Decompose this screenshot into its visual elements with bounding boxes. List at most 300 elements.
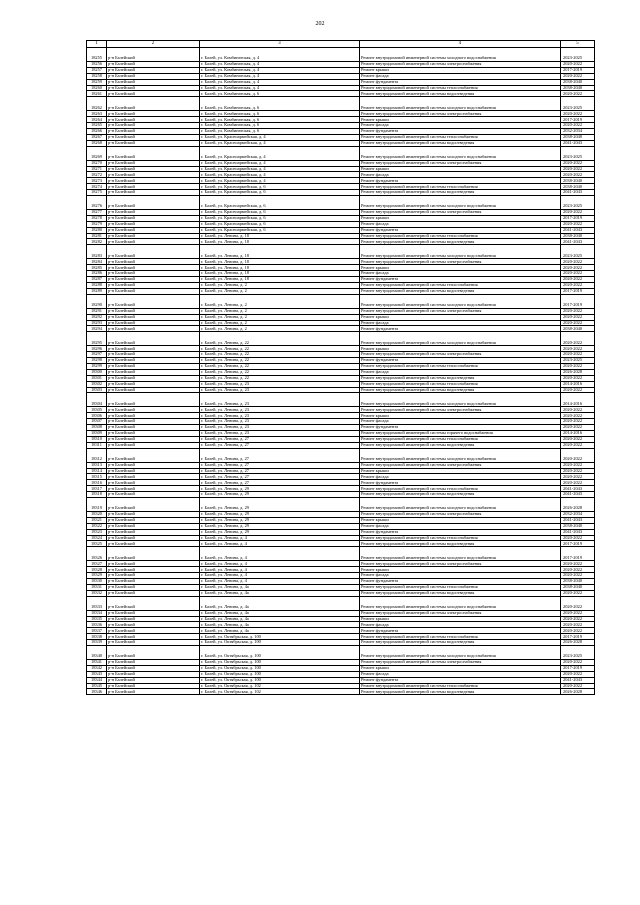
district-cell: р-н Балейский [107,172,200,178]
district-cell: р-н Балейский [107,590,200,596]
row-number-cell: 18339 [87,640,107,646]
district-cell: р-н Балейский [107,288,200,294]
work-type-cell: Ремонт фундамента [360,79,561,85]
address-cell: г. Балей, ул. Ленина, д. 22 [200,358,360,364]
address-cell: г. Балей, ул. Ленина, д. 22 [200,375,360,381]
work-type-cell: Ремонт крыши [360,117,561,123]
period-cell: 2026-2028 [561,689,595,695]
row-number-cell: 18332 [87,590,107,596]
row-number-cell: 18260 [87,85,107,91]
district-cell: р-н Балейский [107,111,200,117]
period-cell: 2020-2022 [561,567,595,573]
period-cell: 2020-2022 [561,468,595,474]
row-number-cell: 18337 [87,628,107,634]
work-type-cell: Ремонт внутридомовой инженерной системы теплоснабжения [360,535,561,541]
row-number-cell: 18333 [87,596,107,610]
table-header-row [87,41,595,48]
district-cell: р-н Балейский [107,646,200,660]
period-cell: 2026-2028 [561,369,595,375]
address-cell: г. Балей, ул. Ленина, д. 27 [200,442,360,448]
address-cell: г. Балей, ул. Октябрьская, д. 102 [200,689,360,695]
work-type-cell: Ремонт внутридомовой инженерной системы холодного водоснабжения [360,294,561,308]
address-cell: г. Балей, ул. Ленина, д. 23 [200,407,360,413]
period-cell: 2041-2043 [561,140,595,146]
work-type-cell: Ремонт внутридомовой инженерной системы электроснабжения [360,511,561,517]
period-cell: 2020-2022 [561,172,595,178]
address-cell: г. Балей, ул. Комбинатская, д. 6 [200,123,360,129]
district-cell: р-н Балейский [107,660,200,666]
work-type-cell: Ремонт внутридомовой инженерной системы водоотведения [360,492,561,498]
district-cell: р-н Балейский [107,567,200,573]
row-number-cell: 18300 [87,369,107,375]
work-type-cell: Ремонт фасада [360,474,561,480]
period-cell: 2023-2025 [561,196,595,210]
work-type-cell: Ремонт крыши [360,166,561,172]
work-type-cell: Ремонт фасада [360,221,561,227]
district-cell: р-н Балейский [107,233,200,239]
period-cell: 2020-2022 [561,616,595,622]
period-cell: 2020-2022 [561,271,595,277]
row-number-cell: 18334 [87,610,107,616]
address-cell: г. Балей, ул. Ленина, д. 18 [200,271,360,277]
row-number-cell: 18263 [87,111,107,117]
work-type-cell: Ремонт внутридомовой инженерной системы водоотведения [360,640,561,646]
address-cell: г. Балей, ул. Красноармейская, д. 6 [200,215,360,221]
address-cell: г. Балей, ул. Комбинатская, д. 6 [200,91,360,97]
district-cell: р-н Балейский [107,129,200,135]
work-type-cell: Ремонт внутридомовой инженерной системы водоотведения [360,375,561,381]
district-cell: р-н Балейский [107,184,200,190]
address-cell: г. Балей, ул. Октябрьская, д. 100 [200,646,360,660]
row-number-cell: 18265 [87,123,107,129]
address-cell: г. Балей, ул. Октябрьская, д. 100 [200,640,360,646]
row-number-cell: 18313 [87,462,107,468]
row-number-cell: 18255 [87,48,107,62]
row-number-cell: 18323 [87,529,107,535]
period-cell: 2020-2022 [561,480,595,486]
period-cell: 2017-2019 [561,288,595,294]
address-cell: г. Балей, ул. Ленина, д. 4 [200,573,360,579]
period-cell: 2017-2019 [561,294,595,308]
work-type-cell: Ремонт внутридомовой инженерной системы теплоснабжения [360,233,561,239]
district-cell: р-н Балейский [107,245,200,259]
district-cell: р-н Балейский [107,596,200,610]
row-number-cell: 18331 [87,584,107,590]
row-number-cell: 18283 [87,245,107,259]
period-cell: 2023-2025 [561,48,595,62]
district-cell: р-н Балейский [107,363,200,369]
address-cell: г. Балей, ул. Ленина, д. 18 [200,233,360,239]
address-cell: г. Балей, ул. Ленина, д. 29 [200,529,360,535]
district-cell: р-н Балейский [107,480,200,486]
address-cell: г. Балей, ул. Ленина, д. 18 [200,245,360,259]
period-cell: 2020-2022 [561,221,595,227]
work-type-cell: Ремонт крыши [360,665,561,671]
row-number-cell: 18310 [87,436,107,442]
row-number-cell: 18328 [87,567,107,573]
district-cell: р-н Балейский [107,442,200,448]
period-cell: 2032-2034 [561,511,595,517]
row-number-cell: 18272 [87,172,107,178]
period-cell: 2020-2022 [561,314,595,320]
district-cell: р-н Балейский [107,610,200,616]
row-number-cell: 18308 [87,425,107,431]
row-number-cell: 18314 [87,468,107,474]
district-cell: р-н Балейский [107,166,200,172]
address-cell: г. Балей, ул. Ленина, д. 2 [200,308,360,314]
address-cell: г. Балей, ул. Красноармейская, д. 4 [200,166,360,172]
work-type-cell: Ремонт крыши [360,265,561,271]
district-cell: р-н Балейский [107,79,200,85]
district-cell: р-н Балейский [107,117,200,123]
district-cell: р-н Балейский [107,326,200,332]
district-cell: р-н Балейский [107,308,200,314]
table-row [87,393,595,407]
row-number-cell: 18346 [87,689,107,695]
district-cell: р-н Балейский [107,677,200,683]
district-cell: р-н Балейский [107,561,200,567]
district-cell: р-н Балейский [107,387,200,393]
work-type-cell: Ремонт внутридомовой инженерной системы холодного водоснабжения [360,48,561,62]
work-type-cell: Ремонт внутридомовой инженерной системы холодного водоснабжения [360,97,561,111]
work-type-cell: Ремонт внутридомовой инженерной системы электроснабжения [360,462,561,468]
row-number-cell: 18277 [87,210,107,216]
period-cell: 2020-2022 [561,375,595,381]
column-header: 2 [107,41,200,48]
district-cell: р-н Балейский [107,294,200,308]
work-type-cell: Ремонт внутридомовой инженерной системы холодного водоснабжения [360,332,561,346]
address-cell: г. Балей, ул. Ленина, д. 4а [200,610,360,616]
period-cell: 2017-2019 [561,547,595,561]
period-cell: 2020-2022 [561,320,595,326]
district-cell: р-н Балейский [107,134,200,140]
period-cell: 2032-2034 [561,129,595,135]
district-cell: р-н Балейский [107,239,200,245]
address-cell: г. Балей, ул. Красноармейская, д. 6 [200,184,360,190]
row-number-cell: 18290 [87,294,107,308]
work-type-cell: Ремонт крыши [360,346,561,352]
address-cell: г. Балей, ул. Ленина, д. 29 [200,492,360,498]
address-cell: г. Балей, ул. Ленина, д. 22 [200,363,360,369]
address-cell: г. Балей, ул. Ленина, д. 23 [200,387,360,393]
table-body [87,48,595,695]
work-type-cell: Ремонт внутридомовой инженерной системы водоотведения [360,387,561,393]
district-cell: р-н Балейский [107,547,200,561]
repair-schedule-table [86,40,595,695]
address-cell: г. Балей, ул. Ленина, д. 2 [200,294,360,308]
table-row [87,497,595,511]
district-cell: р-н Балейский [107,436,200,442]
work-type-cell: Ремонт внутридомовой инженерной системы холодного водоснабжения [360,448,561,462]
row-number-cell: 18285 [87,265,107,271]
address-cell: г. Балей, ул. Ленина, д. 2 [200,320,360,326]
work-type-cell: Ремонт внутридомовой инженерной системы теплоснабжения [360,282,561,288]
row-number-cell: 18276 [87,196,107,210]
address-cell: г. Балей, ул. Красноармейская, д. 4 [200,178,360,184]
work-type-cell: Ремонт внутридомовой инженерной системы теплоснабжения [360,134,561,140]
district-cell: р-н Балейский [107,462,200,468]
address-cell: г. Балей, ул. Ленина, д. 27 [200,436,360,442]
row-number-cell: 18340 [87,646,107,660]
work-type-cell: Ремонт внутридомовой инженерной системы холодного водоснабжения [360,596,561,610]
period-cell: 2041-2043 [561,517,595,523]
column-header: 5 [561,41,595,48]
period-cell: 2020-2022 [561,596,595,610]
work-type-cell: Ремонт крыши [360,314,561,320]
district-cell: р-н Балейский [107,634,200,640]
district-cell: р-н Балейский [107,265,200,271]
row-number-cell: 18311 [87,442,107,448]
row-number-cell: 18304 [87,393,107,407]
district-cell: р-н Балейский [107,486,200,492]
address-cell: г. Балей, ул. Ленина, д. 22 [200,352,360,358]
address-cell: г. Балей, ул. Октябрьская, д. 100 [200,660,360,666]
address-cell: г. Балей, ул. Красноармейская, д. 6 [200,210,360,216]
work-type-cell: Ремонт крыши [360,468,561,474]
address-cell: г. Балей, ул. Комбинатская, д. 4 [200,48,360,62]
work-type-cell: Ремонт внутридомовой инженерной системы горячего водоснабжения [360,430,561,436]
district-cell: р-н Балейский [107,67,200,73]
address-cell: г. Балей, ул. Октябрьская, д. 100 [200,634,360,640]
district-cell: р-н Балейский [107,210,200,216]
address-cell: г. Балей, ул. Комбинатская, д. 6 [200,111,360,117]
column-header: 3 [200,41,360,48]
work-type-cell: Ремонт фундамента [360,129,561,135]
period-cell: 2038-2040 [561,178,595,184]
work-type-cell: Ремонт внутридомовой инженерной системы холодного водоснабжения [360,646,561,660]
work-type-cell: Ремонт фундамента [360,628,561,634]
row-number-cell: 18275 [87,190,107,196]
period-cell: 2017-2019 [561,541,595,547]
district-cell: р-н Балейский [107,419,200,425]
work-type-cell: Ремонт внутридомовой инженерной системы электроснабжения [360,210,561,216]
address-cell: г. Балей, ул. Ленина, д. 22 [200,369,360,375]
address-cell: г. Балей, ул. Ленина, д. 4 [200,541,360,547]
address-cell: г. Балей, ул. Ленина, д. 2 [200,288,360,294]
work-type-cell: Ремонт внутридомовой инженерной системы теплоснабжения [360,486,561,492]
period-cell: 2038-2040 [561,85,595,91]
district-cell: р-н Балейский [107,190,200,196]
district-cell: р-н Балейский [107,320,200,326]
district-cell: р-н Балейский [107,492,200,498]
row-number-cell: 18341 [87,660,107,666]
district-cell: р-н Балейский [107,430,200,436]
row-number-cell: 18322 [87,523,107,529]
district-cell: р-н Балейский [107,517,200,523]
work-type-cell: Ремонт крыши [360,215,561,221]
row-number-cell: 18282 [87,239,107,245]
period-cell: 2020-2022 [561,160,595,166]
address-cell: г. Балей, ул. Комбинатская, д. 6 [200,117,360,123]
address-cell: г. Балей, ул. Комбинатская, д. 4 [200,62,360,68]
district-cell: р-н Балейский [107,259,200,265]
work-type-cell: Ремонт внутридомовой инженерной системы водоотведения [360,689,561,695]
work-type-cell: Ремонт фундамента [360,277,561,283]
period-cell: 2041-2043 [561,486,595,492]
period-cell: 2038-2040 [561,184,595,190]
period-cell: 2038-2040 [561,79,595,85]
work-type-cell: Ремонт внутридомовой инженерной системы электроснабжения [360,561,561,567]
district-cell: р-н Балейский [107,178,200,184]
table-row [87,689,595,695]
work-type-cell: Ремонт фасада [360,172,561,178]
row-number-cell: 18330 [87,579,107,585]
district-cell: р-н Балейский [107,73,200,79]
work-type-cell: Ремонт внутридомовой инженерной системы водоотведения [360,442,561,448]
row-number-cell: 18256 [87,62,107,68]
period-cell: 2020-2022 [561,535,595,541]
row-number-cell: 18299 [87,363,107,369]
district-cell: р-н Балейский [107,352,200,358]
work-type-cell: Ремонт внутридомовой инженерной системы теплоснабжения [360,363,561,369]
work-type-cell: Ремонт фасада [360,523,561,529]
period-cell: 2038-2040 [561,233,595,239]
address-cell: г. Балей, ул. Ленина, д. 18 [200,277,360,283]
address-cell: г. Балей, ул. Ленина, д. 23 [200,419,360,425]
table-row [87,596,595,610]
table-row [87,196,595,210]
row-number-cell: 18336 [87,622,107,628]
row-number-cell: 18279 [87,221,107,227]
row-number-cell: 18343 [87,671,107,677]
district-cell: р-н Балейский [107,85,200,91]
row-number-cell: 18298 [87,358,107,364]
address-cell: г. Балей, ул. Ленина, д. 23 [200,413,360,419]
address-cell: г. Балей, ул. Ленина, д. 2 [200,282,360,288]
row-number-cell: 18270 [87,160,107,166]
row-number-cell: 18295 [87,332,107,346]
period-cell: 2020-2022 [561,413,595,419]
period-cell: 2017-2019 [561,665,595,671]
district-cell: р-н Балейский [107,140,200,146]
period-cell: 2020-2022 [561,407,595,413]
period-cell: 2020-2022 [561,387,595,393]
district-cell: р-н Балейский [107,62,200,68]
address-cell: г. Балей, ул. Октябрьская, д. 102 [200,683,360,689]
period-cell: 2023-2025 [561,358,595,364]
period-cell: 2020-2022 [561,436,595,442]
address-cell: г. Балей, ул. Ленина, д. 22 [200,332,360,346]
address-cell: г. Балей, ул. Ленина, д. 4а [200,584,360,590]
address-cell: г. Балей, ул. Ленина, д. 27 [200,462,360,468]
period-cell: 2020-2022 [561,166,595,172]
work-type-cell: Ремонт внутридомовой инженерной системы электроснабжения [360,111,561,117]
period-cell: 2017-2019 [561,215,595,221]
district-cell: р-н Балейский [107,91,200,97]
period-cell: 2041-2043 [561,190,595,196]
work-type-cell: Ремонт внутридомовой инженерной системы водоотведения [360,91,561,97]
page-number: 202 [315,21,325,27]
column-header: 1 [87,41,107,48]
address-cell: г. Балей, ул. Ленина, д. 27 [200,474,360,480]
period-cell: 2026-2028 [561,640,595,646]
row-number-cell: 18266 [87,129,107,135]
address-cell: г. Балей, ул. Красноармейская, д. 4 [200,146,360,160]
district-cell: р-н Балейский [107,358,200,364]
work-type-cell: Ремонт внутридомовой инженерной системы водоотведения [360,288,561,294]
period-cell: 2020-2022 [561,590,595,596]
period-cell: 2017-2019 [561,634,595,640]
address-cell: г. Балей, ул. Ленина, д. 27 [200,468,360,474]
address-cell: г. Балей, ул. Ленина, д. 27 [200,448,360,462]
row-number-cell: 18303 [87,387,107,393]
row-number-cell: 18268 [87,140,107,146]
address-cell: г. Балей, ул. Октябрьская, д. 100 [200,665,360,671]
district-cell: р-н Балейский [107,227,200,233]
address-cell: г. Балей, ул. Ленина, д. 4 [200,535,360,541]
district-cell: р-н Балейский [107,529,200,535]
address-cell: г. Балей, ул. Ленина, д. 18 [200,259,360,265]
work-type-cell: Ремонт крыши [360,413,561,419]
period-cell: 2020-2022 [561,474,595,480]
address-cell: г. Балей, ул. Ленина, д. 18 [200,265,360,271]
address-cell: г. Балей, ул. Комбинатская, д. 6 [200,97,360,111]
district-cell: р-н Балейский [107,123,200,129]
address-cell: г. Балей, ул. Ленина, д. 4а [200,590,360,596]
period-cell: 2020-2022 [561,425,595,431]
district-cell: р-н Балейский [107,146,200,160]
period-cell: 2020-2022 [561,259,595,265]
work-type-cell: Ремонт фасада [360,671,561,677]
address-cell: г. Балей, ул. Ленина, д. 4 [200,561,360,567]
row-number-cell: 18305 [87,407,107,413]
table-row [87,48,595,62]
district-cell: р-н Балейский [107,573,200,579]
district-cell: р-н Балейский [107,671,200,677]
district-cell: р-н Балейский [107,277,200,283]
table-row [87,332,595,346]
period-cell: 2020-2022 [561,448,595,462]
address-cell: г. Балей, ул. Ленина, д. 4а [200,622,360,628]
address-cell: г. Балей, ул. Красноармейская, д. 4 [200,134,360,140]
address-cell: г. Балей, ул. Ленина, д. 29 [200,486,360,492]
work-type-cell: Ремонт внутридомовой инженерной системы водоотведения [360,541,561,547]
row-number-cell: 18317 [87,486,107,492]
period-cell: 2023-2025 [561,646,595,660]
work-type-cell: Ремонт фасада [360,271,561,277]
period-cell: 2041-2043 [561,239,595,245]
district-cell: р-н Балейский [107,332,200,346]
row-number-cell: 18342 [87,665,107,671]
work-type-cell: Ремонт крыши [360,616,561,622]
period-cell: 2020-2022 [561,91,595,97]
district-cell: р-н Балейский [107,381,200,387]
district-cell: р-н Балейский [107,511,200,517]
district-cell: р-н Балейский [107,497,200,511]
period-cell: 2020-2022 [561,628,595,634]
work-type-cell: Ремонт внутридомовой инженерной системы электроснабжения [360,407,561,413]
work-type-cell: Ремонт внутридомовой инженерной системы теплоснабжения [360,381,561,387]
work-type-cell: Ремонт внутридомовой инженерной системы водоотведения [360,140,561,146]
row-number-cell: 18259 [87,79,107,85]
district-cell: р-н Балейский [107,448,200,462]
address-cell: г. Балей, ул. Ленина, д. 4 [200,567,360,573]
period-cell: 2026-2028 [561,497,595,511]
address-cell: г. Балей, ул. Ленина, д. 4 [200,579,360,585]
district-cell: р-н Балейский [107,579,200,585]
period-cell: 2020-2022 [561,442,595,448]
period-cell: 2017-2019 [561,67,595,73]
period-cell: 2020-2022 [561,622,595,628]
district-cell: р-н Балейский [107,622,200,628]
row-number-cell: 18345 [87,683,107,689]
address-cell: г. Балей, ул. Красноармейская, д. 4 [200,172,360,178]
row-number-cell: 18257 [87,67,107,73]
district-cell: р-н Балейский [107,628,200,634]
row-number-cell: 18319 [87,497,107,511]
work-type-cell: Ремонт внутридомовой инженерной системы теплоснабжения [360,184,561,190]
work-type-cell: Ремонт крыши [360,67,561,73]
